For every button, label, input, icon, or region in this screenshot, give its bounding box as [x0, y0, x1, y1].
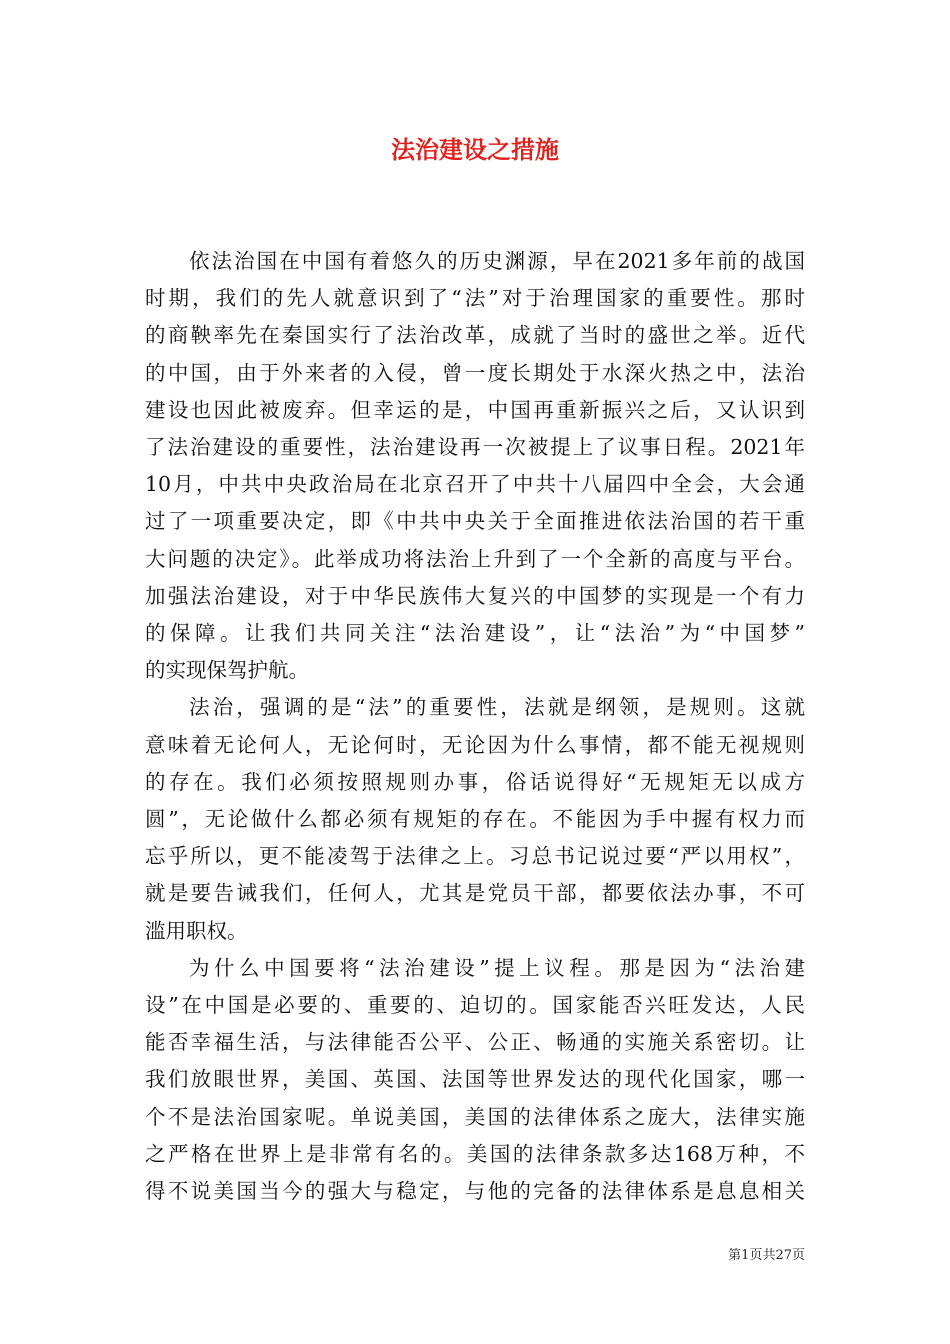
paragraph-line: 了法治建设的重要性，法治建设再一次被提上了议事日程。2021年 [145, 435, 805, 460]
paragraph [145, 243, 805, 689]
page-number: 第1页共27页 [728, 1248, 805, 1263]
paragraph-line: 得不说美国当今的强大与稳定，与他的完备的法律体系是息息相关 [145, 1179, 805, 1204]
paragraph-line: 的中国，由于外来者的入侵，曾一度长期处于水深火热之中，法治 [145, 360, 805, 385]
paragraph-line: 的商鞅率先在秦国实行了法治改革，成就了当时的盛世之举。近代 [145, 323, 805, 348]
paragraph-line: 10月，中共中央政治局在北京召开了中共十八届四中全会，大会通 [145, 472, 805, 497]
paragraph-line: 依法治国在中国有着悠久的历史渊源，早在2021多年前的战国 [189, 249, 805, 273]
paragraph-line: 的存在。我们必须按照规则办事，俗话说得好“无规矩无以成方 [145, 769, 805, 794]
paragraph-line: 圆”，无论做什么都必须有规矩的存在。不能因为手中握有权力而 [145, 807, 805, 832]
paragraph-line: 之严格在世界上是非常有名的。美国的法律条款多达168万种，不 [145, 1141, 805, 1166]
paragraph-line: 就是要告诫我们，任何人，尤其是党员干部，都要依法办事，不可 [145, 881, 805, 906]
paragraph-line: 为什么中国要将“法治建设”提上议程。那是因为“法治建 [189, 955, 805, 980]
paragraph [145, 689, 805, 949]
document-title: 法治建设之措施 [391, 135, 559, 164]
paragraph-line: 的实现保驾护航。 [145, 658, 309, 683]
paragraph-line: 忘乎所以，更不能凌驾于法律之上。习总书记说过要“严以用权”， [145, 844, 805, 869]
paragraph-line: 个不是法治国家呢。单说美国，美国的法律体系之庞大，法律实施 [145, 1104, 805, 1129]
paragraph-line: 加强法治建设，对于中华民族伟大复兴的中国梦的实现是一个有力 [145, 583, 805, 608]
paragraph-line: 过了一项重要决定，即《中共中央关于全面推进依法治国的若干重 [145, 509, 805, 534]
paragraph-line: 建设也因此被废弃。但幸运的是，中国再重新振兴之后，又认识到 [145, 397, 805, 422]
paragraph-line: 时期，我们的先人就意识到了“法”对于治理国家的重要性。那时 [145, 286, 805, 311]
paragraph-line: 我们放眼世界，美国、英国、法国等世界发达的现代化国家，哪一 [145, 1067, 805, 1092]
paragraph [145, 950, 805, 1210]
paragraph-line: 能否幸福生活，与法律能否公平、公正、畅通的实施关系密切。让 [145, 1030, 805, 1055]
paragraph-line: 意味着无论何人，无论何时，无论因为什么事情，都不能无视规则 [145, 732, 805, 757]
paragraph-line: 滥用职权。 [145, 918, 248, 943]
paragraph-line: 大问题的决定》。此举成功将法治上升到了一个全新的高度与平台。 [145, 546, 805, 571]
paragraph-line: 法治，强调的是“法”的重要性，法就是纲领，是规则。这就 [189, 695, 805, 720]
document-body [145, 243, 805, 1210]
paragraph-line: 的保障。让我们共同关注“法治建设”，让“法治”为“中国梦” [145, 621, 805, 646]
paragraph-line: 设”在中国是必要的、重要的、迫切的。国家能否兴旺发达，人民 [145, 993, 805, 1018]
